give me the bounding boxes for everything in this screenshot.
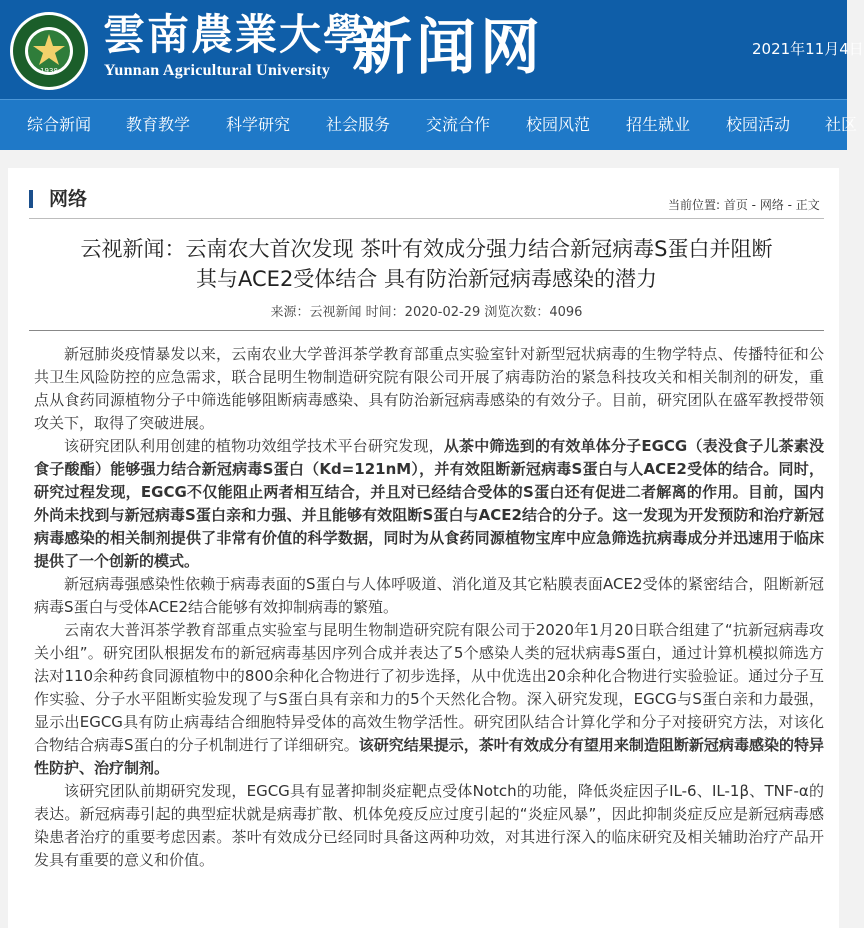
current-date: 2021年11月4日 (752, 40, 864, 58)
university-english-name: Yunnan Agricultural University (104, 62, 331, 79)
nav-item-social-service[interactable]: 社会服务 (326, 115, 391, 134)
paragraph-1: 新冠肺炎疫情暴发以来，云南农业大学普洱茶学教育部重点实验室针对新型冠状病毒的生物学特点、传播特征和公共卫生风险防控的应急需求，联合昆明生物制造研究院有限公司开展了病毒防治的紧急科技攻关和相关制剂的研发，重点从食药同源植物分子中筛选能够阻断病毒感染、具有防治新冠病毒感染的有效分子。目前，研究团队在盛军教授带领攻关下，取得了突破进展。 (34, 345, 824, 432)
seal-year: 1938 (40, 67, 58, 75)
paragraph-2 (34, 435, 824, 573)
nav-item-admission[interactable]: 招生就业 (626, 115, 691, 134)
breadcrumb[interactable]: 当前位置: 首页 - 网络 - 正文 (668, 198, 820, 212)
section-divider (29, 218, 824, 219)
content-panel (8, 168, 839, 928)
university-chinese-name: 雲南農業大學 (103, 10, 368, 59)
meta-divider (29, 330, 824, 331)
site-header (0, 0, 864, 99)
nav-item-research[interactable]: 科学研究 (226, 115, 291, 134)
article-title (29, 234, 824, 294)
paragraph-2-text: 该研究团队利用创建的植物功效组学技术平台研究发现， (64, 437, 444, 455)
nav-item-campus-activity[interactable]: 校园活动 (726, 115, 791, 134)
nav-item-comprehensive-news[interactable]: 综合新闻 (27, 115, 92, 134)
paragraph-4 (34, 619, 824, 780)
article-title-line-1: 云视新闻：云南农大首次发现 茶叶有效成分强力结合新冠病毒S蛋白并阻断 (80, 237, 773, 261)
news-site-title: 新闻网 (352, 13, 544, 83)
section-title: 网络 (49, 188, 88, 210)
nav-item-campus-style[interactable]: 校园风范 (526, 115, 591, 134)
nav-item-exchange[interactable]: 交流合作 (426, 115, 491, 134)
paragraph-5: 该研究团队前期研究发现，EGCG具有显著抑制炎症靶点受体Notch的功能，降低炎症因子IL-6、IL-1β、TNF-α的表达。新冠病毒引起的典型症状就是病毒扩散、机体免疫反应过度引起的“炎症风暴”，因此抑制炎症反应是新冠病毒感染患者治疗的重要考虑因素。茶叶有效成分已经同时具备这两种功效，对其进行深入的临床研究及相关辅助治疗产品开发具有重要的意义和价值。 (34, 782, 824, 869)
nav-item-community[interactable]: 社区 (825, 115, 858, 134)
paragraph-4-text: 云南农大普洱茶学教育部重点实验室与昆明生物制造研究院有限公司于2020年1月20日联合组建了“抗新冠病毒攻关小组”。研究团队根据发布的新冠病毒基因序列合成并表达了5个感染人类的冠状病毒S蛋白，通过计算机模拟筛选方法对110余种药食同源植物中的800余种化合物进行了初步选择，从中优选出20余种化合物进行实验验证。通过分子互作实验、分子水平阻断实验发现了与S蛋白具有亲和力的5个天然化合物。深入研究发现，EGCG与S蛋白亲和力最强，显示出EGCG具有防止病毒结合细胞特异受体的高效生物学活性。研究团队结合计算化学和分子对接研究方法，对该化合物结合病毒S蛋白的分子机制进行了详细研究。 (34, 621, 824, 754)
article-title-line-2: 其与ACE2受体结合 具有防治新冠病毒感染的潜力 (196, 267, 657, 291)
main-nav (0, 99, 858, 150)
section-marker (29, 190, 33, 208)
university-seal-icon[interactable] (8, 10, 90, 92)
paragraph-2-bold: 从茶中筛选到的有效单体分子EGCG（表没食子儿茶素没食子酸酯）能够强力结合新冠病毒S蛋白（Kd=121nM），并有效阻断新冠病毒S蛋白与人ACE2受体的结合。同时，研究过程发现，EGCG不仅能阻止两者相互结合，并且对已经结合受体的S蛋白还有促进二者解离的作用。目前，国内外尚未找到与新冠病毒S蛋白亲和力强、并且能够有效阻断S蛋白与ACE2结合的分子。这一发现为开发预防和治疗新冠病毒感染的相关制剂提供了非常有价值的科学数据，同时为从食药同源植物宝库中应急筛选抗病毒成分并迅速用于临床提供了一个创新的模式。 (34, 437, 824, 570)
nav-item-education[interactable]: 教育教学 (126, 115, 191, 134)
article-body (34, 343, 824, 872)
paragraph-4-bold: 该研究结果提示，茶叶有效成分有望用来制造阻断新冠病毒感染的特异性防护、治疗制剂。 (34, 736, 824, 777)
paragraph-3: 新冠病毒强感染性依赖于病毒表面的S蛋白与人体呼吸道、消化道及其它粘膜表面ACE2受体的紧密结合，阻断新冠病毒S蛋白与受体ACE2结合能够有效抑制病毒的繁殖。 (34, 575, 824, 616)
article-meta: 来源：云视新闻 时间：2020-02-29 浏览次数：4096 (270, 305, 583, 320)
